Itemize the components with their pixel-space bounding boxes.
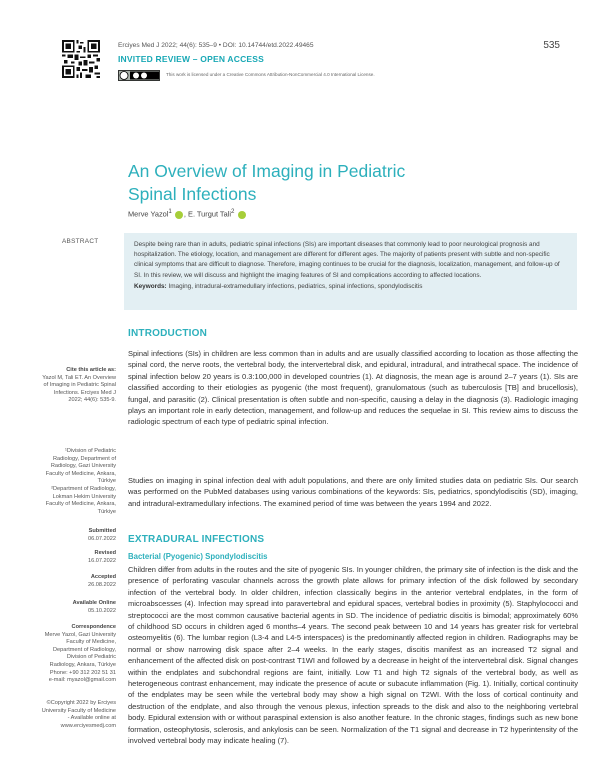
extradural-infections-heading: EXTRADURAL INFECTIONS — [128, 534, 265, 545]
revised-date: 16.07.2022 — [88, 557, 116, 564]
copyright-block — [40, 700, 116, 730]
introduction-paragraph-1: Spinal infections (SIs) in children are less common than in adults and are usually classified according to location as those affecting the spinal cord, the nerve roots, the vertebral body, the intervertebral disk, and epidural, intradural, and intrathecal space. The incidence of spinal infection below 20 years is 0.3:100,000 in developed countries (1). At diagnosis, the mean age is around 2–7 years (1). SIs are classified according to their etiologies as pyogenic (the most frequent), granulomatous (such as tuberculosis [TB] and brucellosis), fungal, and parasitic (2). Clinical presentation is often subtle and non-specific, causing a delay in the diagnosis (3). Radiologic imaging plays an important role in early detection, management, and follow-up and reduces the sequelae in SI. This review aims to discuss the radiologic spectrum of each type of pediatric spinal infection. — [128, 349, 578, 427]
page-number: 535 — [543, 40, 560, 51]
bacterial-spondylodiscitis-subheading: Bacterial (Pyogenic) Spondylodiscitis — [128, 552, 268, 561]
revised-label: Revised — [94, 550, 116, 556]
correspondence-label: Correspondence — [71, 624, 116, 630]
submitted-date: 06.07.2022 — [88, 535, 116, 542]
abstract-label: ABSTRACT — [62, 238, 99, 245]
submitted-block — [40, 528, 116, 543]
author-affiliation-mark: 1 — [168, 208, 172, 215]
cite-as-label: Cite this article as: — [66, 367, 116, 373]
correspondence-email[interactable]: e-mail: myazol@gmail.com — [48, 677, 116, 684]
correspondence-phone: Phone: +90 312 202 51 31 — [49, 669, 116, 676]
article-title: An Overview of Imaging in Pediatric Spinal Infections — [128, 161, 406, 204]
cite-as-block — [40, 367, 116, 405]
orcid-icon[interactable] — [175, 211, 183, 219]
affiliation-2: ²Department of Radiology, Lokman Hekim University Faculty of Medicine, Ankara, Türkiye — [45, 485, 116, 515]
revised-block — [40, 550, 116, 565]
cite-as-text: Yazol M, Tali ET. An Overview of Imaging in Pediatric Spinal Infections. Erciyes Med J 2022; 44(6): 535-9. — [42, 374, 116, 404]
keywords-label: Keywords: — [134, 282, 167, 290]
creative-commons-badge-icon[interactable] — [118, 70, 160, 81]
bacterial-spondylodiscitis-paragraph: Children differ from adults in the routes and the site of pyogenic SIs. In younger children, the primary site of infection is the disk and the presence of perforating vascular channels across the growth plate allows for primary infection of the disk followed by secondary infection of the vertebral body. In older children, infection classically begins in the anterior vertebral endplates, in the form of microabscesses (4). Infection may spread into paravertebral and epidural spaces, vertebral bodies in proximity (5). Staphylococci and streptococci are the most common causative bacterial agents in SD. The incidence of pediatric discitis is bimodal; approximately 60% of childhood SD occurs in children aged 6 months–4 years. The second peak between 10 and 14 years has greater risk for vertebral osteomyelitis (6). The lumbar region (L3-4 and L4-5 interspaces) is the predominantly affected region in children. Radiographs may be normal or show narrowing disk space after 2–4 weeks. In the early stages, discitis manifest as an increased T2 signal and enhancement of the affected disk on post-contrast T1WI and followed by a decrease in height of the intervertebral disk. Signal changes within the endplates and subchondral regions are faint, initially. Low T1 and high T2 signals of the vertebral body, as well as heterogeneous contrast enhancement, may indicate the presence of acute or subacute inflammation (Fig. 1). Initially, cortical continuity of the endplates may be seen while the vertebral body may show a high signal on T2WI. With the loss of cortical continuity and destruction of the endplate, and also through the venous plexus, infection spreads to the disk and also to the neighboring vertebral body. Epidural extension with or without paraspinal extension is also another feature. In the chronic stages, findings such as new bone formation, osteophytosis, sclerosis, and ankylosis can be seen. Normalization of the T1 signal and decrease in T2 hyperintensity of the involved vertebral body may indicate healing (7). — [128, 565, 578, 746]
submitted-label: Submitted — [88, 528, 116, 534]
journal-citation-line: Erciyes Med J 2022; 44(6): 535–9 • DOI: 10.14744/etd.2022.49465 — [118, 42, 314, 49]
accepted-block — [40, 574, 116, 589]
available-online-block — [40, 600, 116, 615]
author-name: E. Turgut Tali — [188, 209, 232, 219]
author-separator: , — [183, 209, 189, 219]
introduction-heading: INTRODUCTION — [128, 328, 208, 339]
orcid-icon[interactable] — [238, 211, 246, 219]
author-name: Merve Yazol — [128, 209, 169, 219]
available-online-label: Available Online — [72, 600, 116, 606]
qr-code-icon — [62, 40, 100, 78]
copyright-text: ©Copyright 2022 by Erciyes University Faculty of Medicine - Available online at www.erciyesmedj.com — [41, 700, 116, 729]
introduction-paragraph-2: Studies on imaging in spinal infection deal with adult populations, and there are only limited studies data on pediatric SIs. Our search was performed on the PubMed databases using various combinations of the keywords: SIs, pediatrics, spondylodiscitis (SD), imaging, and intradural-extramedullary infections. The examined period of time was between the years 1994 and 2022. — [128, 476, 578, 508]
affiliations-block — [40, 448, 116, 516]
correspondence-text: Merve Yazol, Gazi University Faculty of Medicine, Department of Radiology, Division of Pediatric Radiology, Ankara, Türkiye — [44, 631, 116, 668]
abstract-text: Despite being rare than in adults, pediatric spinal infections (SIs) are important diseases that commonly lead to poor neurological prognosis and hospitalization. The etiology, location, and management are different for different ages. The majority of patients present with subtle and non-specific clinical symptoms that are difficult to diagnose. Therefore, imaging continues to be crucial for the diagnosis, localization, management, and follow-up of SI. In this review, we will discuss and highlight the imaging features of SI and complications according to affected locations. — [134, 241, 560, 279]
article-type-tag: INVITED REVIEW – OPEN ACCESS — [118, 54, 265, 64]
accepted-label: Accepted — [90, 574, 116, 580]
available-online-date: 05.10.2022 — [88, 607, 116, 614]
affiliation-1: ¹Division of Pediatric Radiology, Department of Radiology, Gazi University Faculty of Medicine, Ankara, Türkiye — [45, 448, 116, 485]
license-text: This work is licensed under a Creative Commons Attribution-NonCommercial 4.0 International License. — [166, 72, 375, 77]
keywords-text: Imaging, intradural-extramedullary infections, pediatrics, spinal infections, spondylodiscitis — [168, 282, 423, 290]
accepted-date: 26.08.2022 — [88, 581, 116, 588]
correspondence-block — [40, 624, 116, 685]
keywords-line — [134, 282, 567, 292]
abstract-box — [124, 233, 577, 310]
author-list — [128, 208, 247, 219]
author-affiliation-mark: 2 — [231, 208, 235, 215]
